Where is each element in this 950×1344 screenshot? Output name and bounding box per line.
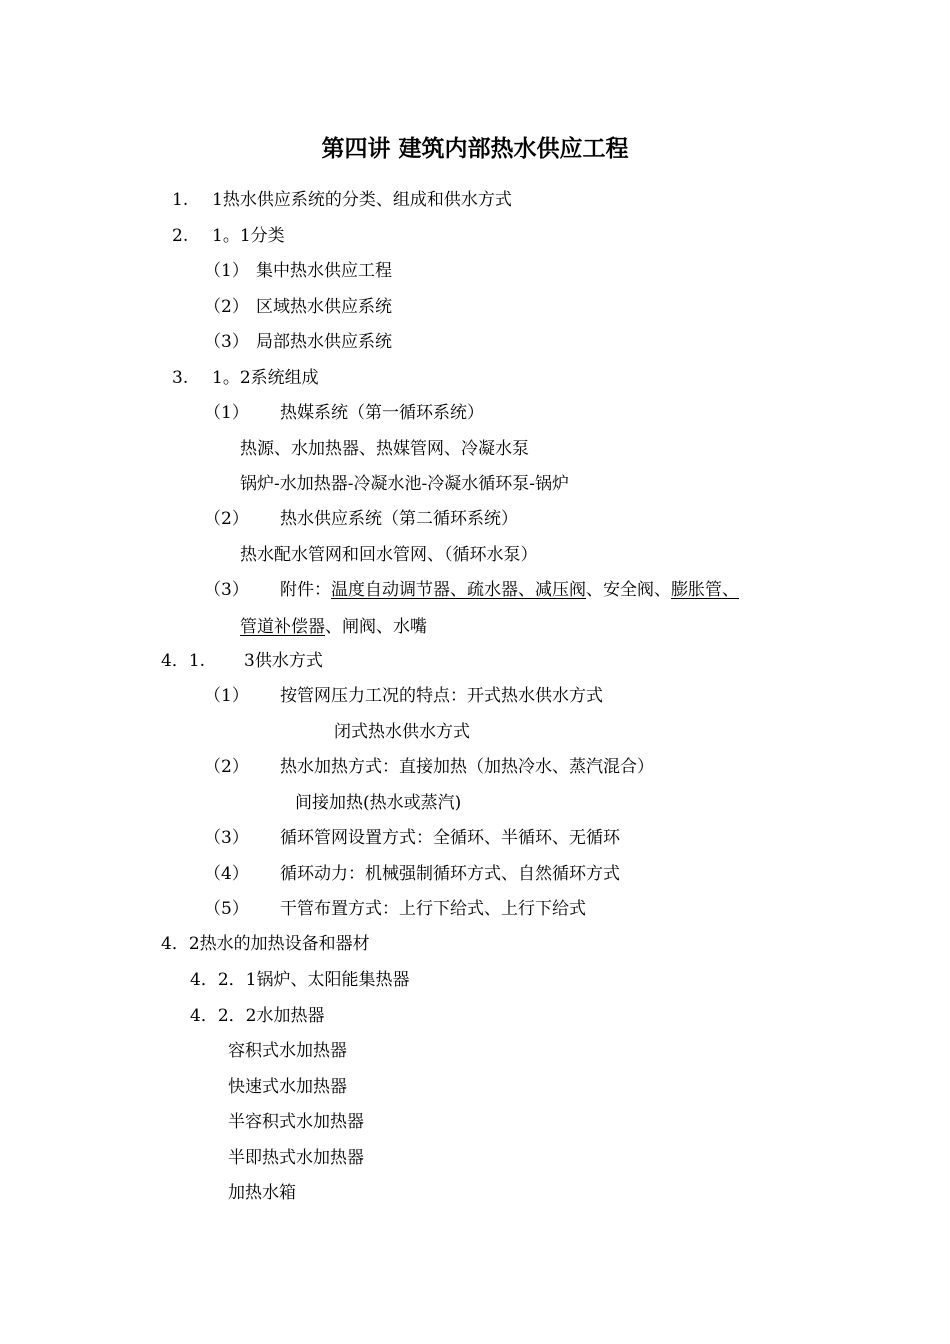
section-2-item-3: 局部热水供应系统: [256, 332, 392, 352]
section-4-heading: 3供水方式: [244, 651, 323, 671]
section-4-item-5-number: （5）: [204, 899, 249, 919]
section-4-2-heading: 4．2热水的加热设备和器材: [161, 934, 370, 954]
section-3-number: 3.: [172, 368, 189, 388]
section-4-item-1-cont: 闭式热水供水方式: [334, 722, 470, 742]
section-3-heading: 1。2系统组成: [212, 368, 319, 388]
accessories-label: 附件：: [280, 580, 331, 600]
section-3-item-2: 热水供应系统（第二循环系统）: [280, 509, 518, 529]
heater-item: 加热水箱: [228, 1183, 296, 1203]
section-4-item-4: 循环动力：机械强制循环方式、自然循环方式: [280, 864, 620, 884]
section-4-item-3-number: （3）: [204, 828, 249, 848]
section-3-item-3-number: （3）: [204, 580, 249, 600]
section-1-heading: 1热水供应系统的分类、组成和供水方式: [212, 190, 512, 210]
section-2-item-1: 集中热水供应工程: [256, 261, 392, 281]
section-3-item-2-line-1: 热水配水管网和回水管网、（循环水泵）: [240, 545, 538, 565]
section-3-item-2-number: （2）: [204, 509, 249, 529]
section-1-number: 1.: [172, 190, 189, 210]
accessories-underlined-3: 管道补偿器: [240, 617, 325, 637]
section-2-item-2-number: （2）: [204, 297, 249, 317]
section-4-item-2: 热水加热方式：直接加热（加热冷水、蒸汽混合）: [280, 757, 654, 777]
section-3-item-3-line-2: [240, 615, 427, 639]
section-4-item-4-number: （4）: [204, 864, 249, 884]
section-4-item-2-number: （2）: [204, 757, 249, 777]
heater-item: 半即热式水加热器: [228, 1148, 364, 1168]
section-4-number: 4．1.: [161, 651, 206, 671]
section-4-item-1: 按管网压力工况的特点：开式热水供水方式: [280, 686, 603, 706]
heater-item: 容积式水加热器: [228, 1041, 347, 1061]
accessories-underlined-1: 温度自动调节器、疏水器、减压阀: [331, 580, 586, 600]
heater-item: 半容积式水加热器: [228, 1112, 364, 1132]
section-2-item-2: 区域热水供应系统: [256, 297, 392, 317]
section-4-item-3: 循环管网设置方式：全循环、半循环、无循环: [280, 828, 620, 848]
accessories-text-2: 、闸阀、水嘴: [325, 617, 427, 637]
section-4-item-5: 干管布置方式：上行下给式、上行下给式: [280, 899, 586, 919]
section-3-item-1-line-1: 热源、水加热器、热媒管网、冷凝水泵: [240, 439, 529, 459]
section-2-item-1-number: （1）: [204, 261, 249, 281]
section-2-heading: 1。1分类: [212, 226, 285, 246]
section-3-item-3: [280, 578, 739, 602]
heater-item: 快速式水加热器: [228, 1077, 347, 1097]
section-3-item-1-line-2: 锅炉-水加热器-冷凝水池-冷凝水循环泵-锅炉: [240, 474, 569, 494]
section-2-item-3-number: （3）: [204, 332, 249, 352]
section-4-2-1-heading: 4．2．1锅炉、太阳能集热器: [190, 970, 410, 990]
section-3-item-1-number: （1）: [204, 403, 249, 423]
accessories-text-1: 、安全阀、: [586, 580, 671, 600]
document-title: 第四讲 建筑内部热水供应工程: [321, 135, 629, 162]
section-4-item-1-number: （1）: [204, 686, 249, 706]
section-4-2-2-heading: 4．2．2水加热器: [190, 1006, 325, 1026]
accessories-underlined-2: 膨胀管、: [671, 580, 739, 600]
section-3-item-1: 热媒系统（第一循环系统）: [280, 403, 484, 423]
section-4-item-2-cont: 间接加热(热水或蒸汽): [295, 793, 462, 813]
section-2-number: 2.: [172, 226, 189, 246]
